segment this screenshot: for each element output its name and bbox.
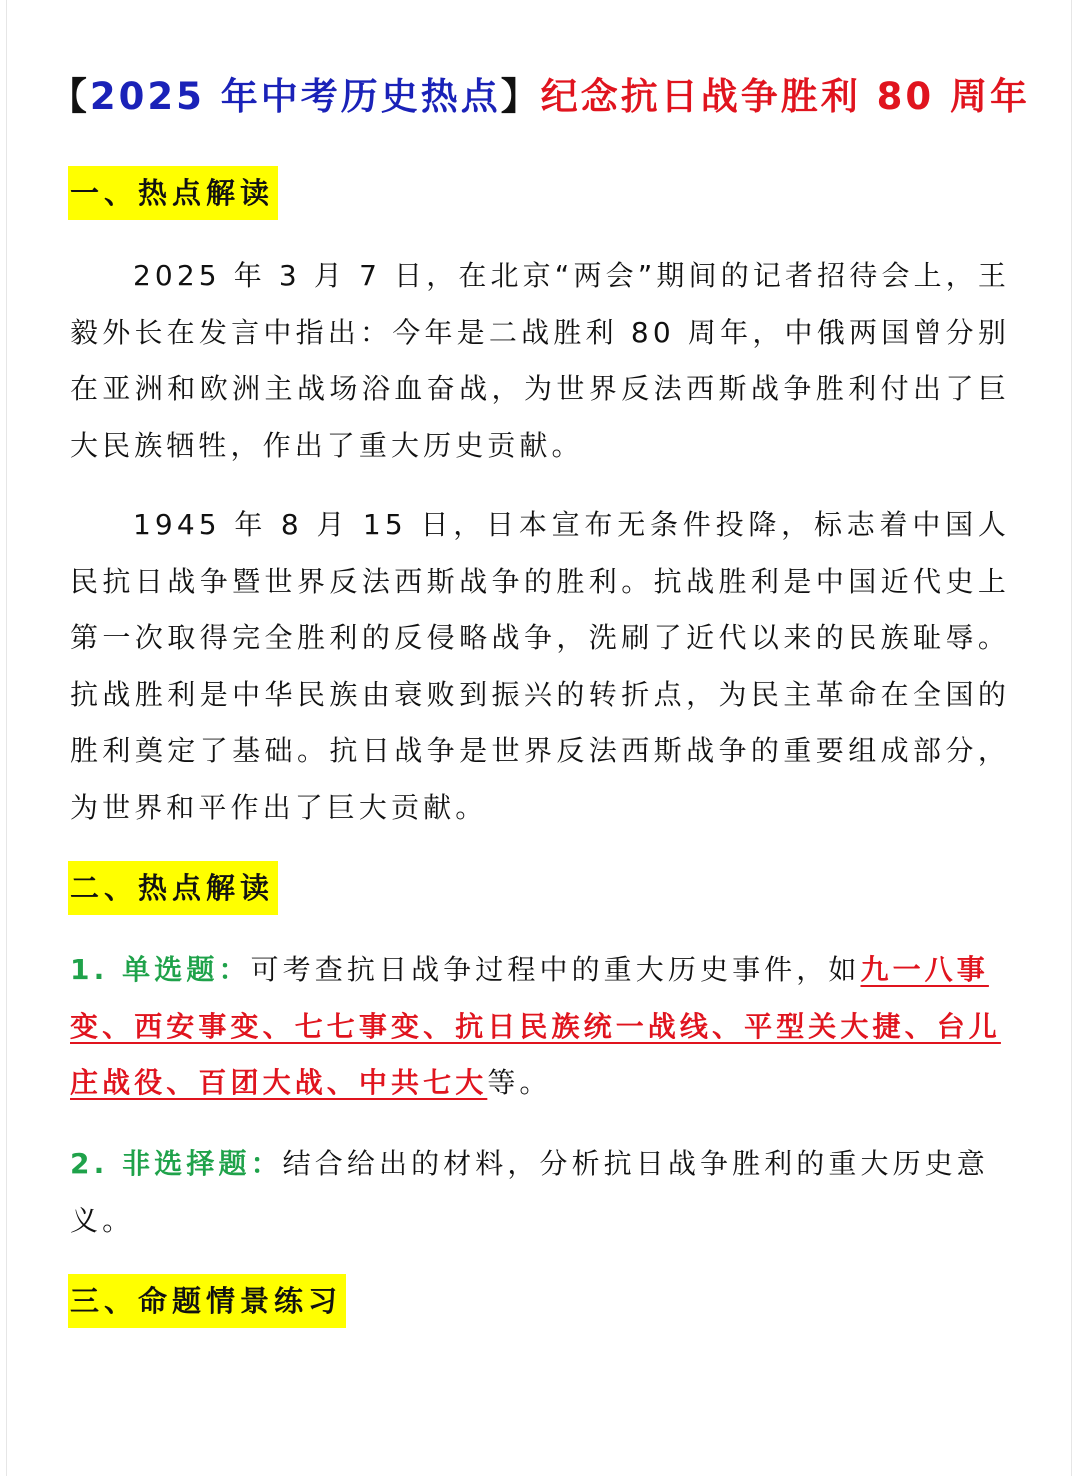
title-open-bracket: 【 <box>49 75 90 118</box>
single-choice-label: 1. 单选题： <box>70 953 251 986</box>
title-headline: 纪念抗日战争胜利 80 周年 <box>540 75 1031 118</box>
key-events-highlight: 九一八事变、西安事变、七七事变、抗日民族统一战线、平型关大捷、台儿庄战役、百团大战、中共七大 <box>70 953 1001 1099</box>
paragraph-1: 2025 年 3 月 7 日，在北京“两会”期间的记者招待会上，王毅外长在发言中指出：今年是二战胜利 80 周年，中俄两国曾分别在亚洲和欧洲主战场浴血奋战，为世界反法西斯战争胜利付出了巨大民族牺牲，作出了重大历史贡献。 <box>70 259 1010 462</box>
question-type-open-ended <box>70 1136 1010 1249</box>
section-heading-3: 三、命题情景练习 <box>68 1274 346 1328</box>
page-title <box>0 66 1080 120</box>
question-type-single-choice <box>70 942 1010 1112</box>
title-tag: 2025 年中考历史热点 <box>89 75 501 118</box>
open-ended-label: 2. 非选择题： <box>70 1147 283 1180</box>
section-heading-1: 一、热点解读 <box>68 166 278 220</box>
single-choice-suffix: 等。 <box>487 1066 552 1099</box>
single-choice-text: 可考查抗日战争过程中的重大历史事件，如 <box>250 953 861 986</box>
open-ended-text: 结合给出的材料，分析抗日战争胜利的重大历史意义。 <box>70 1147 989 1237</box>
title-close-bracket: 】 <box>500 75 541 118</box>
paragraph-2: 1945 年 8 月 15 日，日本宣布无条件投降，标志着中国人民抗日战争暨世界反法西斯战争的胜利。抗战胜利是中国近代史上第一次取得完全胜利的反侵略战争，洗刷了近代以来的民族耻辱。抗战胜利是中华民族由衰败到振兴的转折点，为民主革命在全国的胜利奠定了基础。抗日战争是世界反法西斯战争的重要组成部分，为世界和平作出了巨大贡献。 <box>70 508 1010 824</box>
section-heading-2: 二、热点解读 <box>68 861 278 915</box>
